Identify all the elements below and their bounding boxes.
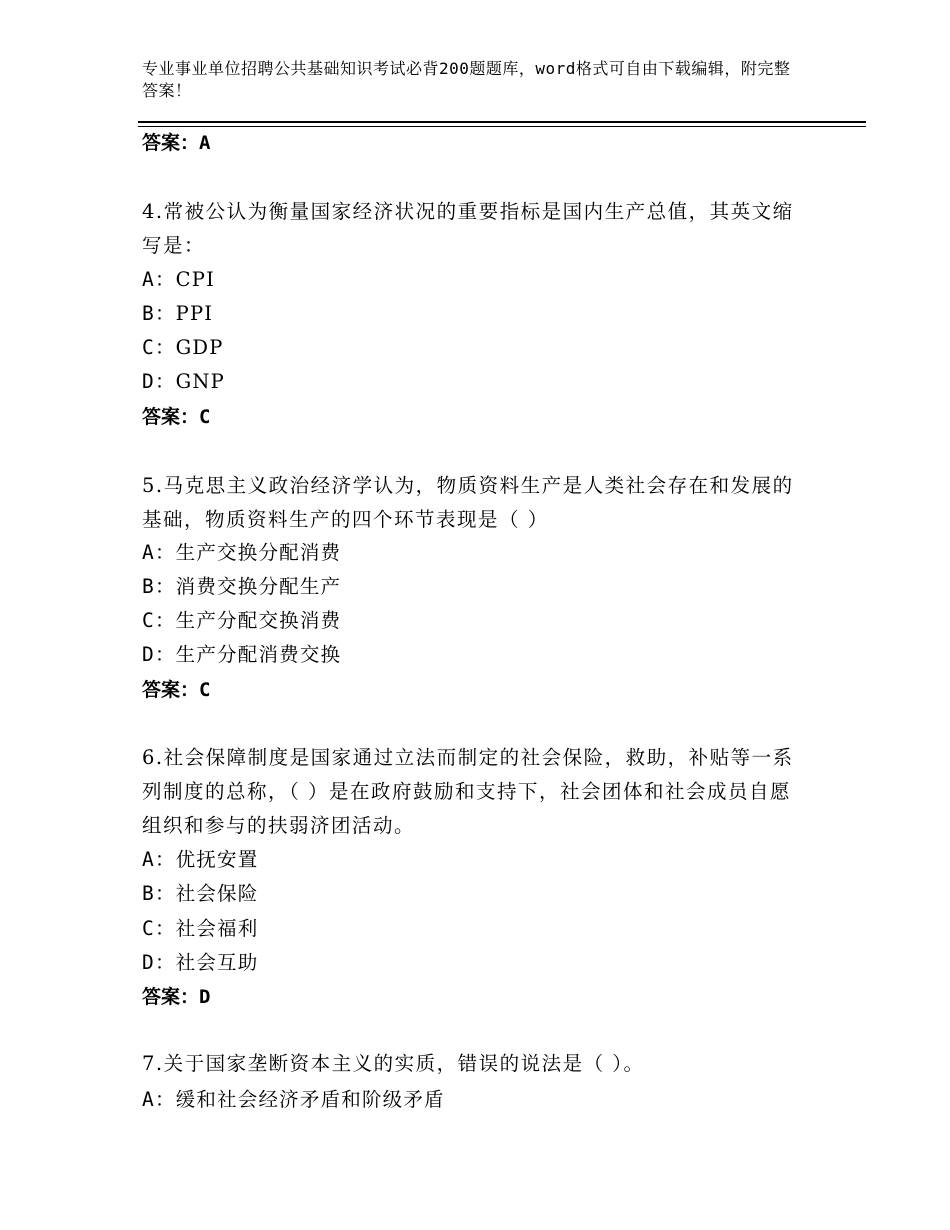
option-text: 社会保险 [175, 882, 259, 905]
option-label: C： [142, 609, 176, 632]
question-5-stem: 5.马克思主义政治经济学认为，物质资料生产是人类社会存在和发展的基础，物质资料生产的四个环节表现是（ ） [142, 474, 794, 531]
option-label: B： [142, 575, 176, 598]
page-header: 专业事业单位招聘公共基础知识考试必背200题题库，word格式可自由下载编辑，附完整答案！ [142, 59, 791, 100]
previous-answer: 答案：A [142, 132, 211, 154]
question-5-option-a [142, 541, 341, 565]
header-divider-thin [138, 126, 866, 127]
question-4-option-c [142, 336, 224, 360]
question-5-option-d [142, 643, 341, 667]
option-text: CPI [175, 268, 215, 291]
question-6-option-d [142, 951, 258, 975]
question-5-answer: 答案：C [142, 679, 211, 701]
option-label: B： [142, 302, 176, 325]
option-label: C： [142, 917, 176, 940]
option-text: 社会互助 [175, 951, 259, 974]
question-4-option-b [142, 302, 213, 326]
option-text: 优抚安置 [175, 848, 259, 871]
option-text: 生产分配交换消费 [175, 609, 342, 632]
question-6-answer: 答案：D [142, 986, 211, 1008]
option-label: A： [142, 848, 176, 871]
option-label: D： [142, 643, 176, 666]
option-label: A： [142, 1088, 176, 1111]
question-7-option-a [142, 1088, 445, 1112]
question-6-option-a [142, 848, 258, 872]
option-label: A： [142, 541, 176, 564]
question-6-option-b [142, 882, 258, 906]
question-5-option-c [142, 609, 341, 633]
question-4-stem: 4.常被公认为衡量国家经济状况的重要指标是国内生产总值，其英文缩写是： [142, 200, 794, 257]
question-6-option-c [142, 917, 258, 941]
option-text: GDP [175, 336, 224, 359]
option-text: 社会福利 [175, 917, 259, 940]
option-text: PPI [175, 302, 214, 325]
question-7-stem: 7.关于国家垄断资本主义的实质，错误的说法是（ ）。 [142, 1052, 645, 1075]
option-label: D： [142, 370, 176, 393]
header-divider-thick [138, 121, 866, 123]
question-4-answer: 答案：C [142, 406, 211, 428]
option-label: A： [142, 268, 176, 291]
question-5-option-b [142, 575, 341, 599]
option-text: 生产分配消费交换 [175, 643, 342, 666]
option-label: C： [142, 336, 176, 359]
option-label: B： [142, 882, 176, 905]
option-text: 缓和社会经济矛盾和阶级矛盾 [175, 1088, 445, 1111]
question-4-option-a [142, 268, 215, 292]
option-text: 生产交换分配消费 [175, 541, 342, 564]
option-text: 消费交换分配生产 [175, 575, 342, 598]
question-4-option-d [142, 370, 225, 394]
option-label: D： [142, 951, 176, 974]
option-text: GNP [175, 370, 226, 393]
question-6-stem: 6.社会保障制度是国家通过立法而制定的社会保险，救助，补贴等一系列制度的总称，（ ）是在政府鼓励和支持下，社会团体和社会成员自愿组织和参与的扶弱济团活动。 [142, 746, 794, 837]
